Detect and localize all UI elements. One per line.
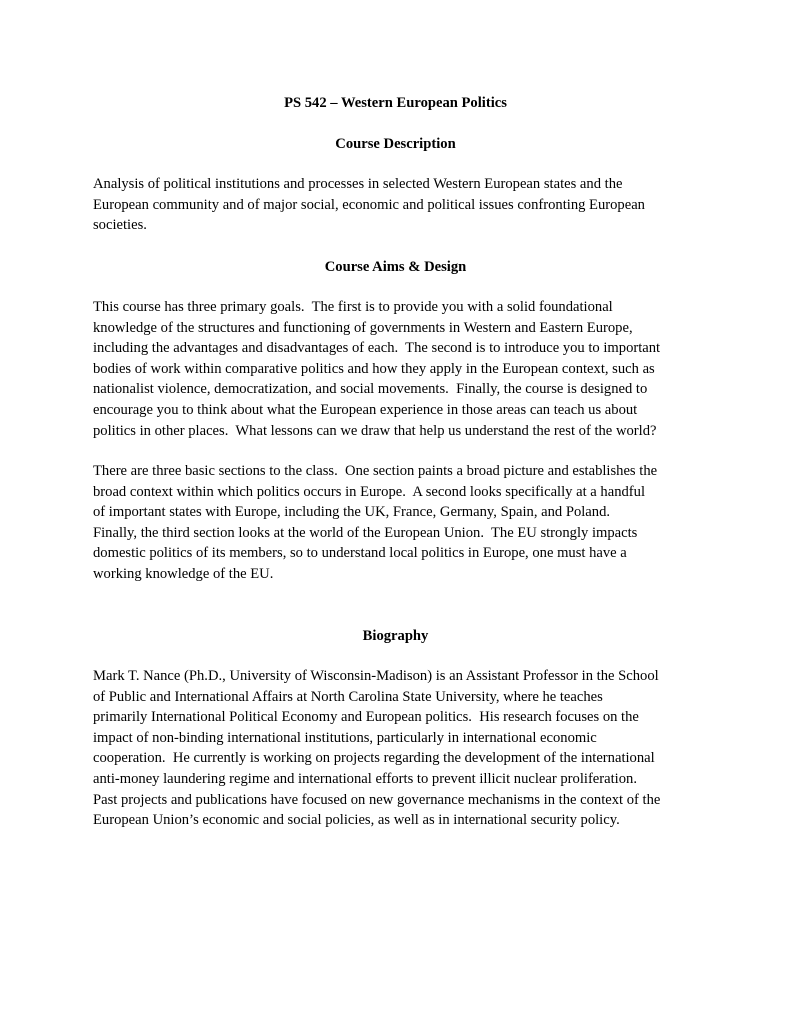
- paragraph-line: Analysis of political institutions and processes in selected Western European states and the: [93, 176, 623, 192]
- paragraph-line: nationalist violence, democratization, and social movements. Finally, the course is designed to: [93, 381, 648, 398]
- paragraph-line: There are three basic sections to the class. One section paints a broad picture and establishes the: [93, 463, 658, 479]
- paragraph-line: impact of non-binding international institutions, particularly in international economic: [93, 729, 597, 746]
- paragraph-line: Past projects and publications have focused on new governance mechanisms in the context of the: [93, 791, 661, 808]
- paragraph-line: societies.: [93, 217, 147, 234]
- paragraph-line: encourage you to think about what the European experience in those areas can teach us about: [93, 401, 638, 418]
- paragraph-line: anti-money laundering regime and international efforts to prevent illicit nuclear proliferation.: [93, 770, 637, 787]
- paragraph-line: Finally, the third section looks at the world of the European Union. The EU strongly impacts: [93, 524, 638, 541]
- section-heading-biography: Biography: [362, 628, 429, 644]
- course-description-paragraph: [93, 174, 718, 236]
- section-heading-course-aims: Course Aims & Design: [324, 259, 467, 275]
- section-heading-course-description: Course Description: [335, 136, 456, 152]
- paragraph-line: European community and of major social, economic and political issues confronting European: [93, 196, 645, 213]
- paragraph-line: bodies of work within comparative politics and how they apply in the European context, such as: [93, 360, 655, 377]
- paragraph-line: domestic politics of its members, so to understand local politics in Europe, one must have a: [93, 545, 627, 562]
- paragraph-line: politics in other places. What lessons can we draw that help us understand the rest of the world?: [93, 422, 657, 439]
- paragraph-line: primarily International Political Economy and European politics. His research focuses on the: [93, 709, 639, 726]
- paragraph-line: Mark T. Nance (Ph.D., University of Wisconsin-Madison) is an Assistant Professor in the School: [93, 668, 659, 684]
- paragraph-line: including the advantages and disadvantages of each. The second is to introduce you to important: [93, 340, 661, 357]
- paragraph-line: knowledge of the structures and functioning of governments in Western and Eastern Europe,: [93, 319, 633, 336]
- paragraph-line: working knowledge of the EU.: [93, 565, 274, 582]
- paragraph-line: European Union’s economic and social policies, as well as in international security policy.: [93, 812, 620, 829]
- paragraph-line: cooperation. He currently is working on projects regarding the development of the international: [93, 750, 655, 767]
- paragraph-line: of important states with Europe, including the UK, France, Germany, Spain, and Poland.: [93, 504, 611, 521]
- course-aims-paragraph-2: [93, 461, 718, 585]
- course-aims-paragraph-1: [93, 297, 718, 441]
- biography-paragraph: [93, 666, 718, 831]
- paragraph-line: This course has three primary goals. The first is to provide you with a solid foundational: [93, 299, 613, 315]
- paragraph-line: broad context within which politics occurs in Europe. A second looks specifically at a handful: [93, 483, 645, 500]
- paragraph-line: of Public and International Affairs at North Carolina State University, where he teaches: [93, 688, 603, 705]
- document-title: PS 542 – Western European Politics: [284, 95, 507, 111]
